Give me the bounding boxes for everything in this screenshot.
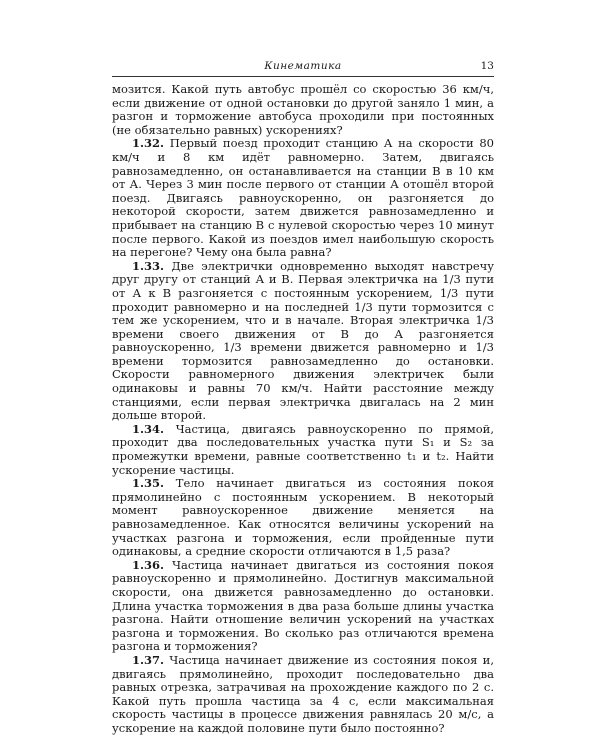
book-page [112, 58, 494, 736]
problem-1-35 [112, 477, 494, 559]
problem-1-32 [112, 137, 494, 259]
problem-1-33 [112, 260, 494, 423]
problem-number: 1.36. [132, 557, 165, 572]
page-number: 13 [480, 60, 494, 72]
continuation-paragraph: мозится. Какой путь автобус прошёл со скоростью 36 км/ч, если движение от одной остановки до другой заняло 1 мин, а разгон и торможение автобуса проходили при постоянных (не обязательно равных) ускорениях? [112, 82, 494, 137]
problem-number: 1.37. [132, 652, 165, 667]
problem-number: 1.32. [132, 136, 165, 151]
page-body [112, 83, 494, 736]
running-header [112, 58, 494, 77]
problem-text: Тело начинает двигаться из состояния покоя прямолинейно с постоянным ускорением. В некоторый момент равноускоренное движение меняется на равнозамедленное. Как относятся величины ускорений на участках разгона и торможения, если пройденные пути одинаковы, а средние скорости отличаются в 1,5 раза? [112, 476, 495, 559]
problem-1-34 [112, 423, 494, 477]
problem-text: Первый поезд проходит станцию А на скорости 80 км/ч и 8 км идёт равномерно. Затем, двигаясь равнозамедленно, он останавливается на станции В в 10 км от А. Через 3 мин после первого от станции А отошёл второй поезд. Двигаясь равноускоренно, он разгоняется до некоторой скорости, затем движется равнозамедленно и прибывает на станцию В с нулевой скоростью через 10 минут после первого. Какой из поездов имел наибольшую скорость на перегоне? Чему она была равна? [112, 136, 494, 260]
problem-1-36 [112, 559, 494, 654]
problem-number: 1.34. [132, 421, 165, 436]
problem-number: 1.35. [132, 476, 165, 491]
problem-text: Две электрички одновременно выходят навстречу друг другу от станций А и В. Первая электричка на 1/3 пути от А к В разгоняется с постоянным ускорением, 1/3 пути проходит равномерно и на последней 1/3 пути тормозится с тем же ускорением, что и в начале. Вторая электричка 1/3 времени своего движения от В до А разгоняется равноускоренно, 1/3 времени движется равномерно и 1/3 времени тормозится равнозамедленно до остановки. Скорости равномерного движения электричек были одинаковы и равны 70 км/ч. Найти расстояние между станциями, если первая электричка двигалась на 2 мин дольше второй. [112, 258, 494, 423]
problem-text: Частица, двигаясь равноускоренно по прямой, проходит два последовательных участка пути S₁ и S₂ за промежутки времени, равные соответственно t₁ и t₂. Найти ускорение частицы. [112, 421, 494, 477]
problem-1-37 [112, 654, 494, 736]
problem-text: Частица начинает двигаться из состояния покоя равноускоренно и прямолинейно. Достигнув максимальной скорости, она движется равнозамедленно до остановки. Длина участка торможения в два раза больше длины участка разгона. Найти отношение величин ускорений на участках разгона и торможения. Во сколько раз отличаются времена разгона и торможения? [112, 557, 494, 654]
running-title: Кинематика [264, 60, 342, 72]
problem-number: 1.33. [132, 258, 165, 273]
problem-text: Частица начинает движение из состояния покоя и, двигаясь прямолинейно, проходит последовательно два равных отрезка, затрачивая на прохождение каждого по 2 с. Какой путь прошла частица за 4 с, если максимальная скорость частицы в процессе движения равнялась 20 м/с, а ускорение на каждой половине пути было постоянно? [112, 652, 494, 735]
